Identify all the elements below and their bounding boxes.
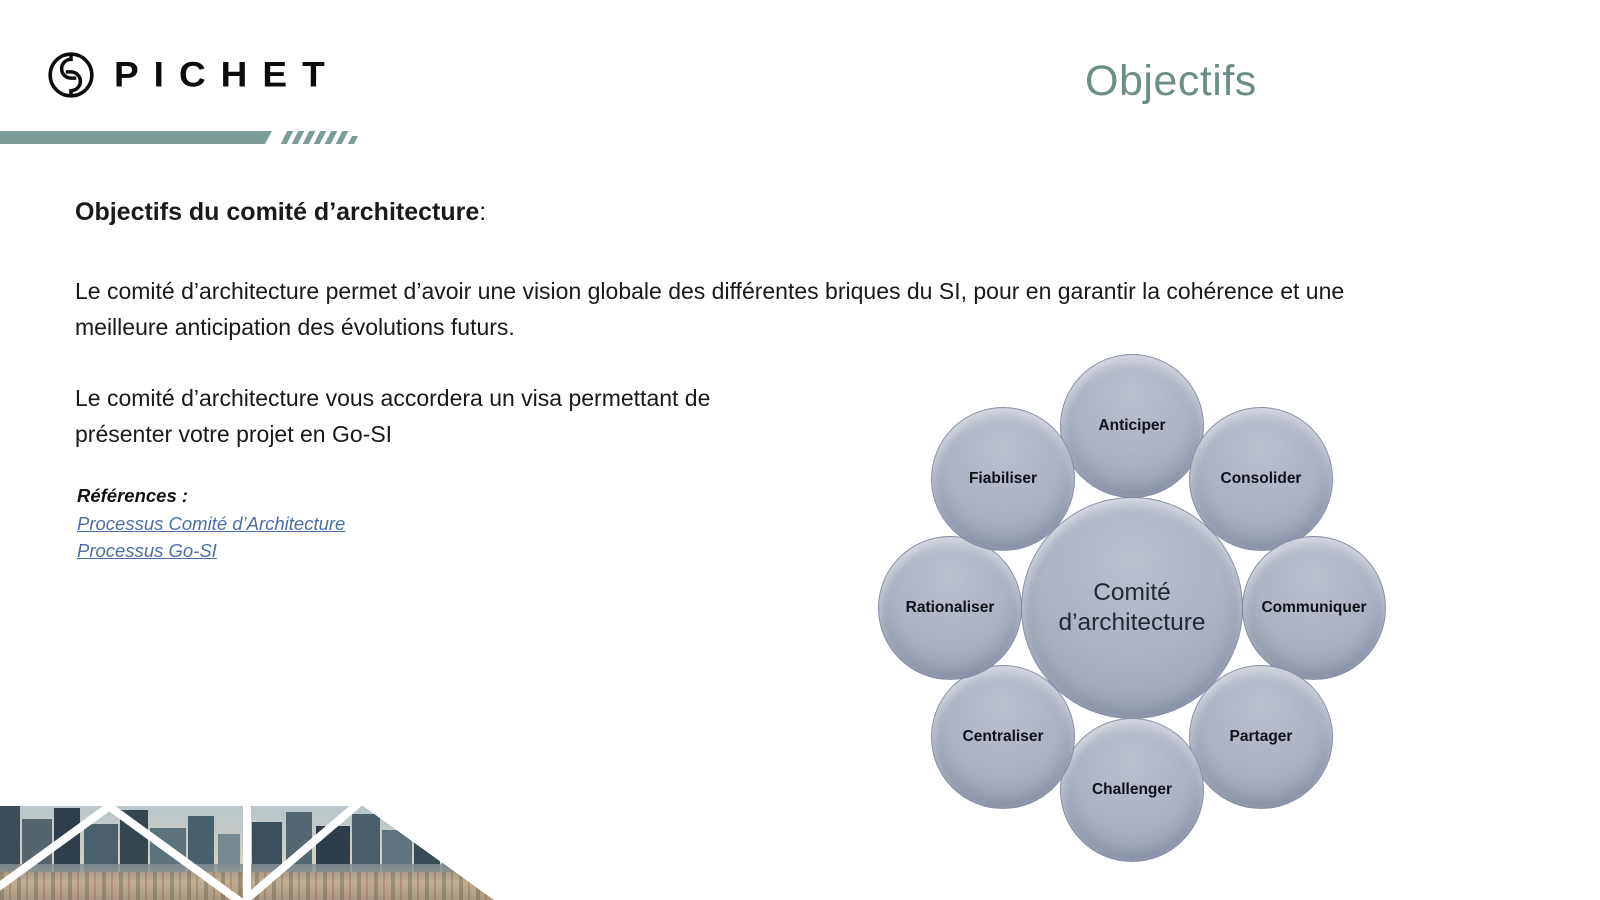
diagram-circle-rationaliser — [878, 536, 1022, 680]
pichet-logo-icon — [46, 50, 96, 100]
diagram-center-label-line2: d’architecture — [1058, 609, 1206, 636]
diagram-label: Partager — [1229, 728, 1293, 745]
references-label: Références : — [77, 485, 189, 506]
diagram-label: Rationaliser — [905, 599, 995, 616]
diagram-circle-challenger — [1060, 718, 1204, 862]
diagram-label: Communiquer — [1261, 599, 1367, 616]
accent-slashes — [284, 131, 356, 144]
paragraph-visa-go-si: Le comité d’architecture vous accordera un visa permettant de présenter votre projet en Go-SI — [75, 385, 711, 447]
diagram-label: Consolider — [1220, 470, 1302, 487]
section-heading-colon: : — [479, 198, 487, 226]
accent-bar — [0, 131, 272, 144]
brand-logo — [46, 50, 340, 100]
page-title: Objectifs — [1085, 57, 1257, 105]
link-processus-comite-architecture[interactable]: Processus Comité d’Architecture — [77, 512, 346, 534]
comite-architecture-diagram — [861, 345, 1401, 865]
brand-name: PICHET — [114, 54, 340, 95]
diagram-label: Challenger — [1091, 781, 1173, 798]
diagram-label: Fiabiliser — [968, 470, 1038, 487]
diagram-circle-communiquer — [1242, 536, 1386, 680]
city-skyline-photo — [0, 806, 494, 900]
diagram-label: Anticiper — [1098, 417, 1166, 434]
diagram-label: Centraliser — [962, 728, 1044, 745]
photo-divider-stripe — [243, 806, 251, 900]
references-block — [77, 482, 345, 565]
paragraph-vision-globale: Le comité d’architecture permet d’avoir une vision globale des différentes briques du SI, pour en garantir la cohérence et une meilleure anticipation des évolutions futurs. — [75, 278, 1345, 340]
diagram-circle-anticiper — [1060, 354, 1204, 498]
section-heading — [75, 198, 486, 227]
diagram-center-label-line1: Comité — [1093, 579, 1171, 606]
diagram-center-circle — [1021, 497, 1243, 719]
diagram-circle-partager — [1189, 665, 1333, 809]
section-heading-text: Objectifs du comité d’architecture — [75, 198, 480, 226]
accent-divider — [0, 131, 356, 144]
link-processus-go-si[interactable]: Processus Go-SI — [77, 540, 217, 561]
